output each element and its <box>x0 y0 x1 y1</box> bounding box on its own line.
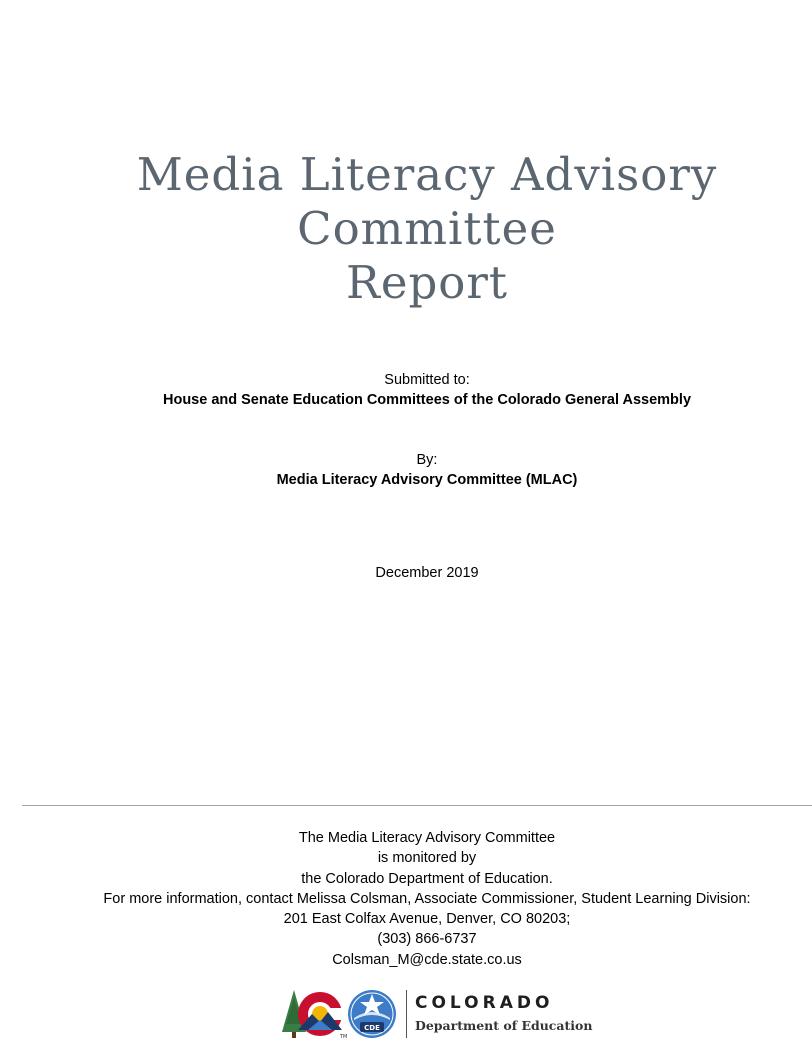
submitted-label: Submitted to: <box>384 372 470 388</box>
svg-text:TM: TM <box>340 1034 348 1040</box>
footer-divider <box>22 805 812 806</box>
by-author: Media Literacy Advisory Committee (MLAC) <box>276 472 578 488</box>
logo-divider <box>406 990 407 1038</box>
by-label: By: <box>416 452 438 468</box>
submitted-recipient: House and Senate Education Committees of the Colorado General Assembly <box>162 392 692 408</box>
logo-department: Department of Education <box>415 1018 593 1033</box>
footer-line: 201 East Colfax Avenue, Denver, CO 80203; <box>283 911 571 928</box>
title-line-3: Report <box>345 256 508 309</box>
title-line-1: Media Literacy Advisory <box>136 148 718 201</box>
footer-contact <box>0 828 812 970</box>
logo-wordmark <box>415 992 592 1036</box>
footer-line: For more information, contact Melissa Colsman, Associate Commissioner, Student Learning Division: <box>103 890 751 907</box>
footer-line: the Colorado Department of Education. <box>301 870 553 887</box>
footer-line: is monitored by <box>377 850 477 867</box>
footer-email: Colsman_M@cde.state.co.us <box>332 951 522 968</box>
cde-badge-text: CDE <box>364 1024 380 1032</box>
cde-logo <box>280 988 592 1040</box>
document-title <box>0 148 812 310</box>
title-line-2: Committee <box>297 202 557 255</box>
logo-state: COLORADO <box>415 993 554 1013</box>
footer-line: (303) 866-6737 <box>377 931 477 948</box>
report-date: December 2019 <box>375 565 479 581</box>
footer-line: The Media Literacy Advisory Committee <box>298 830 556 846</box>
colorado-c-mountain-icon <box>280 988 398 1040</box>
